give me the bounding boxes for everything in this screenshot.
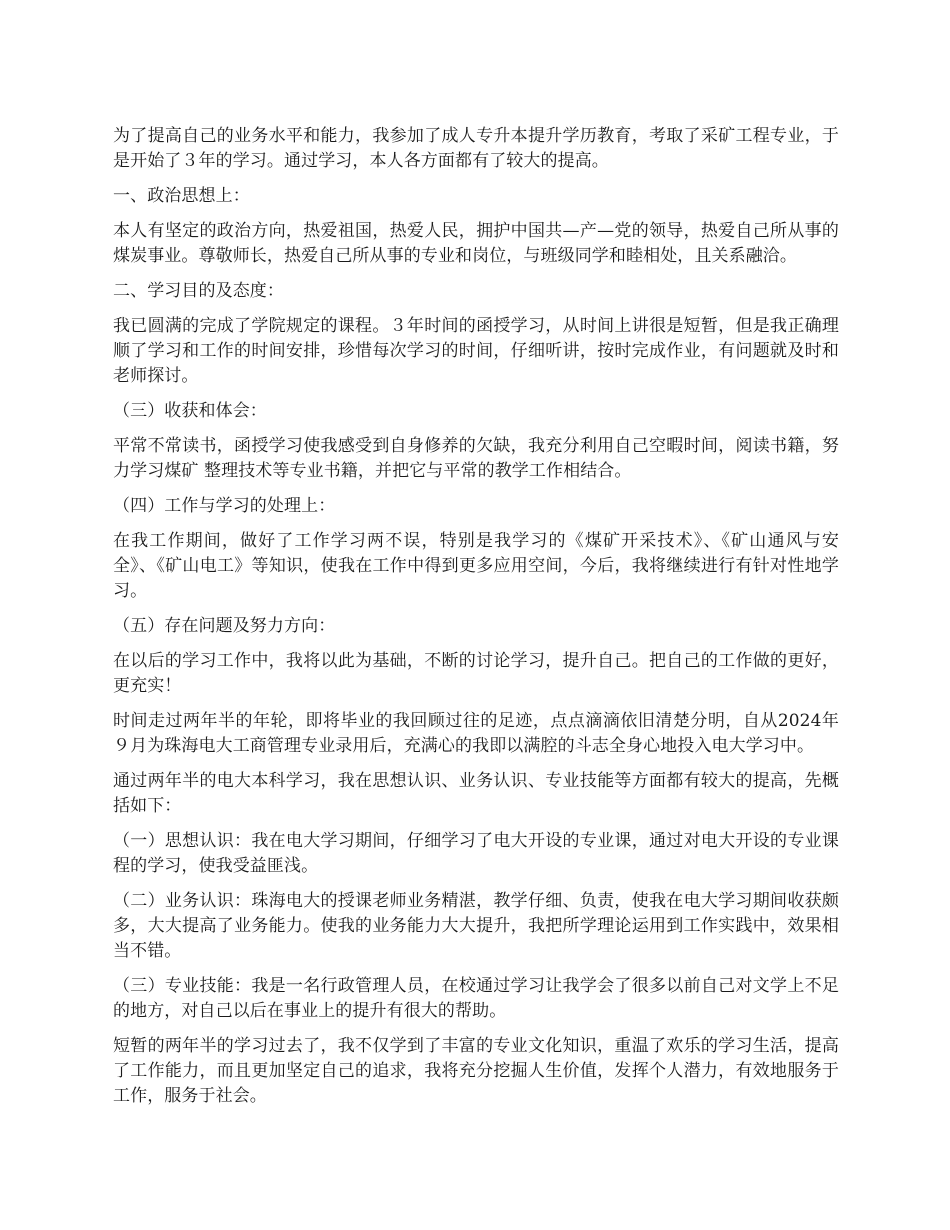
document-body: [113, 124, 839, 1119]
paragraph-skills: （三）专业技能：我是一名行政管理人员，在校通过学习让我学会了很多以前自己对文学上不足的地方，对自己以后在事业上的提升有很大的帮助。: [113, 976, 839, 1021]
section-heading-gains: （三）收获和体会：: [113, 401, 267, 421]
paragraph-business: （二）业务认识：珠海电大的授课老师业务精湛，教学仔细、负责，使我在电大学习期间收获颇多，大大提高了业务能力。使我的业务能力大大提升，我把所学理论运用到工作实践中，效果相当不错。: [113, 891, 839, 961]
paragraph-review: 时间走过两年半的年轮，即将毕业的我回顾过往的足迹，点点滴滴依旧清楚分明，自从2024年９月为珠海电大工商管理专业录用后，充满心的我即以满腔的斗志全身心地投入电大学习中。: [113, 711, 839, 756]
paragraph-gains: 平常不常读书，函授学习使我感受到自身修养的欠缺，我充分利用自己空暇时间，阅读书籍，努力学习煤矿 整理技术等专业书籍，并把它与平常的教学工作相结合。: [113, 436, 839, 481]
paragraph-conclusion: 短暂的两年半的学习过去了，我不仅学到了丰富的专业文化知识，重温了欢乐的学习生活，提高了工作能力，而且更加坚定自己的追求，我将充分挖掘人生价值，发挥个人潜力，有效地服务于工作，服务于社会。: [113, 1036, 839, 1106]
paragraph-ideology: （一）思想认识：我在电大学习期间，仔细学习了电大开设的专业课，通过对电大开设的专业课程的学习，使我受益匪浅。: [113, 831, 839, 876]
section-heading-study-attitude: 二、学习目的及态度：: [113, 281, 284, 301]
paragraph-work-study: 在我工作期间，做好了工作学习两不误，特别是我学习的《煤矿开采技术》、《矿山通风与安全》、《矿山电工》等知识，使我在工作中得到更多应用空间，今后，我将继续进行有针对性地学习。: [113, 531, 839, 601]
section-heading-political: 一、政治思想上：: [113, 186, 250, 206]
paragraph-political: 本人有坚定的政治方向，热爱祖国，热爱人民，拥护中国共—产—党的领导，热爱自己所从事的煤炭事业。尊敬师长，热爱自己所从事的专业和岗位，与班级同学和睦相处，且关系融洽。: [113, 221, 839, 266]
section-heading-problems: （五）存在问题及努力方向：: [113, 616, 336, 636]
paragraph-intro: 为了提高自己的业务水平和能力，我参加了成人专升本提升学历教育，考取了采矿工程专业，于是开始了３年的学习。通过学习，本人各方面都有了较大的提高。: [113, 126, 839, 171]
paragraph-study-attitude: 我已圆满的完成了学院规定的课程。３年时间的函授学习，从时间上讲很是短暂，但是我正确理顺了学习和工作的时间安排，珍惜每次学习的时间，仔细听讲，按时完成作业，有问题就及时和老师探讨。: [113, 316, 839, 386]
paragraph-summary-intro: 通过两年半的电大本科学习，我在思想认识、业务认识、专业技能等方面都有较大的提高，先概括如下：: [113, 771, 839, 816]
paragraph-problems: 在以后的学习工作中，我将以此为基础，不断的讨论学习，提升自己。把自己的工作做的更好，更充实！: [113, 651, 839, 696]
section-heading-work-study: （四）工作与学习的处理上：: [113, 496, 336, 516]
